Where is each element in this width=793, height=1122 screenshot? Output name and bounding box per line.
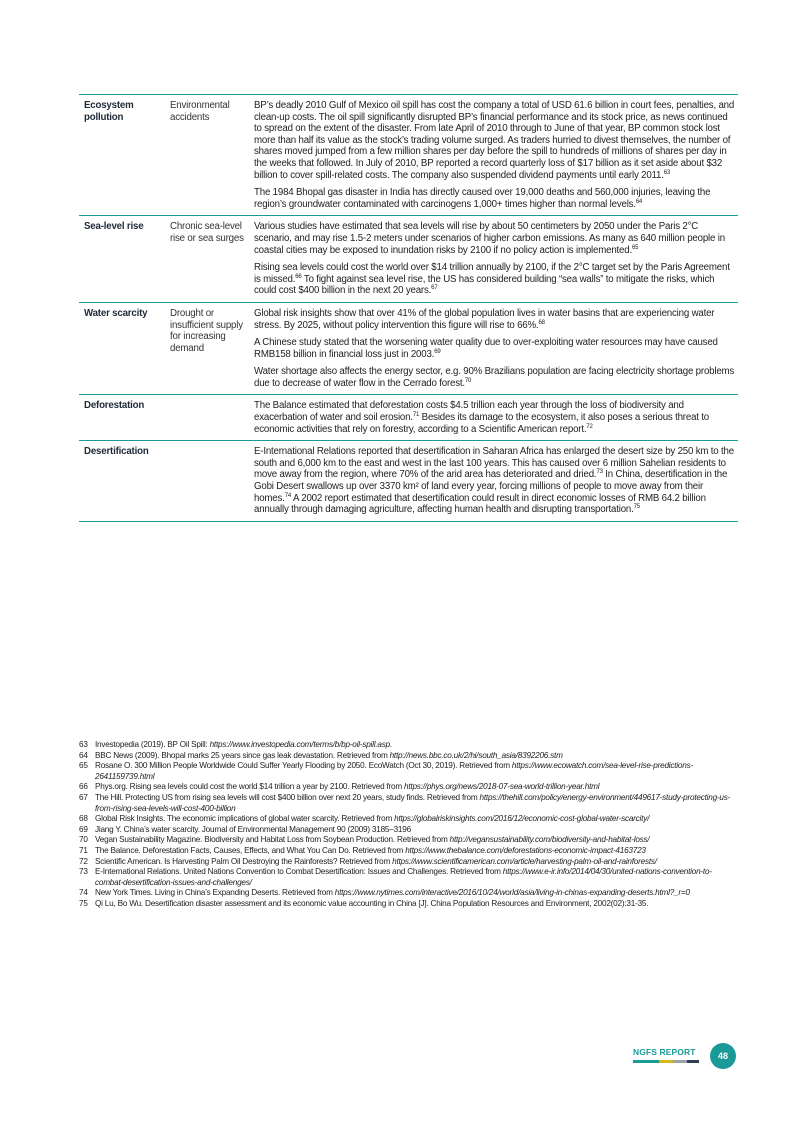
- paragraph-text: To fight against sea level rise, the US has considered building “sea walls” to mitigate the risks, which could cost $400 billion in the next 20 years.: [254, 273, 715, 297]
- paragraph-text: E-International Relations reported that desertification in Saharan Africa has enlarged the desert size by 250 km to the south and 6,000 km to the east and west in the last 100 years. This has caused over 6 million Sahelian residents to move away from the region, where 70% of the arid area has deteriorated and dried.: [254, 446, 734, 481]
- footnote-ref: 69: [434, 348, 441, 355]
- footnote-number: 66: [79, 782, 88, 792]
- footnote-ref: 70: [464, 377, 472, 384]
- footnote-ref: 73: [596, 469, 603, 476]
- footnote-citation: Vegan Sustainability Magazine. Biodiversity and Habitat Loss from Soybean Production. Retrieved from: [95, 835, 450, 845]
- footnote-citation: Qi Lu, Bo Wu. Desertification disaster assessment and its economic value accounting in China [J]. China Population Resources and Environment, 2002(02):31-35.: [95, 898, 649, 908]
- footnote-item: [79, 835, 739, 846]
- brand-color-segment: [687, 1060, 699, 1063]
- description-paragraph: [254, 337, 735, 360]
- footnote-item: [79, 740, 739, 751]
- footnote-url: https://phys.org/news/2018-07-sea-world-trillion-year.html: [404, 782, 600, 792]
- footnote-url: https://www.scientificamerican.com/article/harvesting-palm-oil-and-rainforests/: [392, 856, 657, 866]
- footnote-item: [79, 825, 739, 836]
- brand-color-segment: [673, 1060, 687, 1063]
- footnote-text: [95, 899, 739, 910]
- risk-category: Water scarcity: [79, 302, 165, 395]
- brand-color-bar: [633, 1060, 699, 1063]
- footnote-text: [95, 857, 739, 868]
- paragraph-text: The Balance estimated that deforestation costs $4.5 trillion each year through the loss of biodiversity and exacerbation of water and soil erosion.: [254, 400, 684, 424]
- risk-table-body: [79, 95, 738, 522]
- table-row: [79, 302, 738, 395]
- footnote-number: 64: [79, 750, 88, 760]
- footnote-ref: 75: [633, 503, 640, 510]
- paragraph-text: A Chinese study stated that the worsening water quality due to over-exploiting water resources may have caused RMB158 billion in financial loss just in 2003.: [254, 337, 718, 360]
- footnote-citation: Investopedia (2019). BP Oil Spill:: [95, 740, 210, 749]
- footnote-text: [95, 835, 739, 846]
- paragraph-text: Besides its damage to the ecosystem, it also poses a serious threat to economic activities that rely on forestry, according to a Scientific American report.: [254, 412, 710, 435]
- footnote-ref: 72: [586, 423, 593, 430]
- description-paragraph: [254, 221, 735, 256]
- risk-subcategory: Environmental accidents: [165, 95, 249, 216]
- footnote-citation: Jiang Y. China’s water scarcity. Journal of Environmental Management 90 (2009) 3185–3196: [95, 824, 411, 834]
- footnote-citation: The Hill. Protecting US from rising sea levels will cost $400 billion over next 20 years, study finds. Retrieved from: [95, 792, 480, 802]
- footnote-text: [95, 751, 739, 762]
- footnote-item: [79, 857, 739, 868]
- table-row: [79, 216, 738, 303]
- footnote-url: https://thehill.com/policy/energy-environment/449617-study-protecting-us-from-rising-sea-levels-will-cost-400-billion: [95, 792, 731, 813]
- footnote-text: [95, 793, 739, 814]
- footnote-ref: 71: [412, 411, 420, 418]
- brand-color-segment: [659, 1060, 673, 1063]
- footnote-text: [95, 782, 739, 793]
- risk-subcategory: Chronic sea-level rise or sea surges: [165, 216, 249, 303]
- footnote-item: [79, 782, 739, 793]
- risk-description: [249, 302, 738, 395]
- risk-table: [79, 94, 738, 522]
- footnote-number: 63: [79, 740, 88, 749]
- footnote-number: 73: [79, 867, 88, 877]
- footnote-url: https://www.nytimes.com/interactive/2016/10/24/world/asia/living-in-chinas-expanding-deserts.html?_r=0: [334, 888, 690, 898]
- paragraph-text: A 2002 report estimated that desertification could result in direct economic losses of RMB 64.2 billion annually through damaging agriculture, affecting human health and disrupting transportation.: [254, 492, 706, 516]
- footnote-number: 68: [79, 814, 88, 824]
- risk-description: [249, 395, 738, 441]
- risk-description: [249, 95, 738, 216]
- description-paragraph: [254, 366, 735, 389]
- footnote-item: [79, 761, 739, 782]
- paragraph-text: Rising sea levels could cost the world over $14 trillion annually by 2100, if the 2°C target set by the Paris Agreement is missed.: [254, 262, 730, 285]
- table-row: [79, 395, 738, 441]
- footnote-url: https://globalriskinsights.com/2016/12/economic-cost-global-water-scarcity/: [394, 814, 650, 824]
- footnote-citation: The Balance. Deforestation Facts, Causes, Effects, and What You Can Do. Retrieved from: [95, 845, 406, 855]
- footnote-url: https://www.e-ir.info/2014/04/30/united-nations-convention-to-combat-desertification-issues-and-challenges/: [95, 867, 712, 887]
- footnote-item: [79, 814, 739, 825]
- risk-subcategory: [165, 441, 249, 522]
- footnote-citation: Rosane O. 300 Million People Worldwide Could Suffer Yearly Flooding by 2050. EcoWatch (Oct 30, 2019). Retrieved from: [95, 761, 512, 771]
- footnote-text: [95, 867, 739, 888]
- footnote-citation: BBC News (2009). Bhopal marks 25 years since gas leak devastation. Retrieved from: [95, 750, 390, 760]
- description-paragraph: [254, 308, 735, 331]
- footnote-number: 72: [79, 856, 88, 866]
- footnote-citation: New York Times. Living in China’s Expanding Deserts. Retrieved from: [95, 888, 335, 898]
- paragraph-text: BP’s deadly 2010 Gulf of Mexico oil spill has cost the company a total of USD 61.6 billion in court fees, penalties, and clean-up costs. The oil spill significantly disrupted BP’s financial performance and its stock price, as news continued to spread on the extent of the disaster. From late April of 2010 through to June of that year, BP common stock lost more than half its value as the stock’s trading volume surged. As traders hurried to divest themselves, the number of shares moved jumped from a few million shares per day before the spill to hundreds of millions of shares per day in the weeks that followed. In July of 2010, BP reported a record quarterly loss of $17 billion as it set aside about $32 billion to cover spill-related costs. The company also suspended dividend payments until early 2011.: [254, 100, 735, 181]
- footnote-number: 71: [79, 845, 88, 855]
- brand-color-segment: [633, 1060, 659, 1063]
- footnote-ref: 67: [431, 285, 438, 292]
- footnote-ref: 74: [284, 492, 292, 499]
- footnote-item: [79, 867, 739, 888]
- footnote-ref: 66: [295, 273, 302, 280]
- footnote-number: 69: [79, 824, 88, 834]
- report-brand: NGFS REPORT: [633, 1047, 696, 1057]
- risk-subcategory: [165, 395, 249, 441]
- paragraph-text: In China, desertification in the Gobi Desert swallows up over 3370 km² of land every year, forcing millions of people to move away from their homes.: [254, 469, 728, 504]
- footnote-ref: 65: [631, 244, 639, 251]
- footnote-text: [95, 825, 739, 836]
- footnote-item: [79, 751, 739, 762]
- footnote-url: http://vegansustainability.com/biodiversity-and-habitat-loss/: [449, 835, 650, 845]
- footnote-number: 70: [79, 835, 88, 845]
- footnote-item: [79, 899, 739, 910]
- page-number-badge: 48: [710, 1043, 736, 1069]
- footnote-ref: 64: [635, 198, 643, 205]
- risk-description: [249, 216, 738, 303]
- paragraph-text: The 1984 Bhopal gas disaster in India has directly caused over 19,000 deaths and 560,000 injuries, leaving the region’s groundwater contaminated with carcinogens 1,000+ times higher than normal levels.: [254, 187, 711, 210]
- footnote-url: https://www.investopedia.com/terms/b/bp-oil-spill.asp.: [209, 740, 393, 749]
- footnote-ref: 63: [663, 169, 671, 176]
- footnote-text: [95, 740, 739, 751]
- footnote-text: [95, 761, 739, 782]
- paragraph-text: Global risk insights show that over 41% of the global population lives in water basins that are experiencing water stress. By 2025, without policy intervention this figure will rise to 66%.: [254, 307, 715, 331]
- footnote-number: 65: [79, 761, 88, 771]
- risk-category: Desertification: [79, 441, 165, 522]
- risk-category: Ecosystem pollution: [79, 95, 165, 216]
- footnote-url: https://www.thebalance.com/deforestations-economic-impact-4163723: [405, 845, 646, 855]
- footnotes: [79, 740, 739, 910]
- footnote-number: 67: [79, 792, 88, 802]
- footnote-citation: E-International Relations. United Nations Convention to Combat Desertification: Issues and Challenges. Retrieved from: [95, 867, 503, 877]
- risk-description: [249, 441, 738, 522]
- description-paragraph: [254, 262, 735, 297]
- footnote-url: http://news.bbc.co.uk/2/hi/south_asia/8392206.stm: [389, 750, 563, 760]
- description-paragraph: [254, 100, 735, 181]
- footnote-number: 75: [79, 898, 88, 908]
- paragraph-text: Various studies have estimated that sea levels will rise by about 50 centimeters by 2050 under the Paris 2°C scenario, and may rise 1.5-2 meters under scenarios of higher carbon emissions. As many as 640 million people in coastal cities may be exposed to inundation risks by 2100 if no policy action is implemented.: [254, 221, 725, 256]
- table-row: [79, 95, 738, 216]
- description-paragraph: [254, 187, 735, 210]
- risk-category: Deforestation: [79, 395, 165, 441]
- footnote-number: 74: [79, 888, 88, 898]
- footnote-text: [95, 888, 739, 899]
- footnote-item: [79, 793, 739, 814]
- footnote-text: [95, 814, 739, 825]
- footnote-citation: Scientific American. Is Harvesting Palm Oil Destroying the Rainforests? Retrieved from: [95, 856, 393, 866]
- table-row: [79, 441, 738, 522]
- footnote-citation: Global Risk Insights. The economic implications of global water scarcity. Retrieved from: [95, 814, 395, 824]
- footnote-citation: Phys.org. Rising sea levels could cost the world $14 trillion a year by 2100. Retrieved from: [95, 782, 405, 792]
- description-paragraph: [254, 446, 735, 516]
- risk-subcategory: Drought or insufficient supply for increasing demand: [165, 302, 249, 395]
- footnote-ref: 68: [538, 319, 545, 326]
- paragraph-text: Water shortage also affects the energy sector, e.g. 90% Brazilians population are facing electricity shortage problems due to decrease of water flow in the Cerrado forest.: [254, 366, 735, 389]
- footnote-text: [95, 846, 739, 857]
- description-paragraph: [254, 400, 735, 435]
- footnote-item: [79, 846, 739, 857]
- footnote-item: [79, 888, 739, 899]
- footnote-url: https://www.ecowatch.com/sea-level-rise-predictions-2641159739.html: [95, 761, 693, 781]
- risk-category: Sea-level rise: [79, 216, 165, 303]
